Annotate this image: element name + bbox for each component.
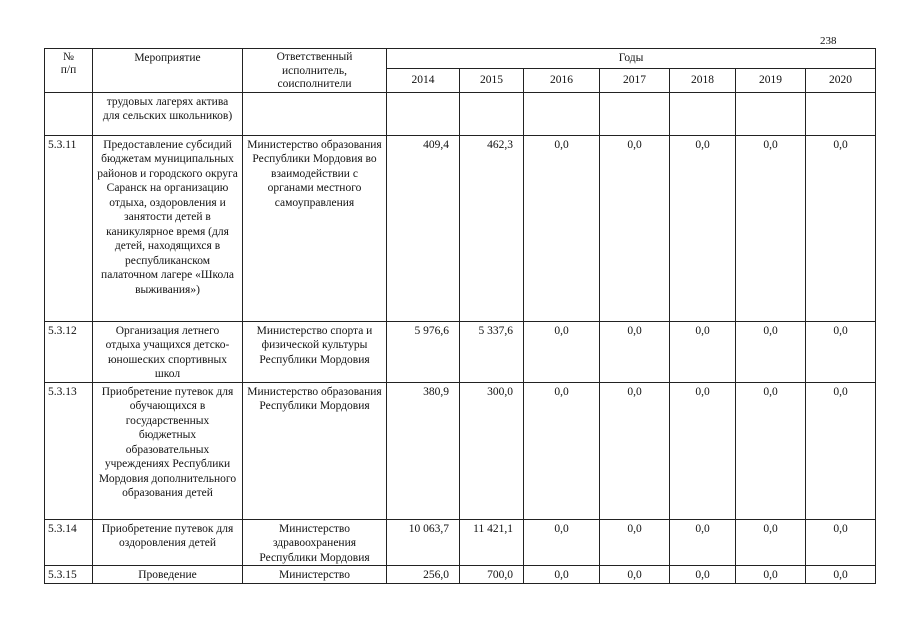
row-value-2015: 462,3 xyxy=(460,135,524,321)
row-value-2018: 0,0 xyxy=(670,135,736,321)
row-number: 5.3.14 xyxy=(45,519,93,566)
row-value-2016: 0,0 xyxy=(524,382,600,519)
row-value-2019: 0,0 xyxy=(736,566,806,584)
row-value-2020: 0,0 xyxy=(806,321,876,382)
row-number: 5.3.12 xyxy=(45,321,93,382)
row-value-2019: 0,0 xyxy=(736,135,806,321)
row-event: Приобретение путевок для обучающихся в государственных бюджетных образовательных учреждениях Республики Мордовия дополнительного образования детей xyxy=(93,382,243,519)
row-executor: Министерство здравоохранения Республики Мордовия xyxy=(243,519,387,566)
header-executor: Ответственный исполнитель, соисполнители xyxy=(243,49,387,93)
year-2020: 2020 xyxy=(806,69,876,92)
row-value-2014: 256,0 xyxy=(387,566,460,584)
year-2015: 2015 xyxy=(460,69,524,92)
row-executor: Министерство спорта и физической культуры Республики Мордовия xyxy=(243,321,387,382)
row-value-2016: 0,0 xyxy=(524,135,600,321)
year-2017: 2017 xyxy=(600,69,670,92)
row-value-2018 xyxy=(670,92,736,135)
row-value-2015: 5 337,6 xyxy=(460,321,524,382)
row-value-2015: 300,0 xyxy=(460,382,524,519)
row-value-2020 xyxy=(806,92,876,135)
row-value-2019 xyxy=(736,92,806,135)
row-value-2017: 0,0 xyxy=(600,321,670,382)
row-value-2017: 0,0 xyxy=(600,519,670,566)
row-event: Проведение xyxy=(93,566,243,584)
header-num: № п/п xyxy=(45,49,93,93)
row-number xyxy=(45,92,93,135)
program-table xyxy=(44,48,876,584)
row-number: 5.3.11 xyxy=(45,135,93,321)
row-value-2014: 380,9 xyxy=(387,382,460,519)
row-value-2019: 0,0 xyxy=(736,321,806,382)
row-value-2015 xyxy=(460,92,524,135)
header-row xyxy=(45,49,876,69)
row-value-2020: 0,0 xyxy=(806,382,876,519)
row-number: 5.3.15 xyxy=(45,566,93,584)
row-value-2017: 0,0 xyxy=(600,135,670,321)
row-value-2014 xyxy=(387,92,460,135)
table-row xyxy=(45,135,876,321)
row-value-2018: 0,0 xyxy=(670,382,736,519)
row-executor xyxy=(243,92,387,135)
row-value-2014: 409,4 xyxy=(387,135,460,321)
row-executor: Министерство образования Республики Мордовия xyxy=(243,382,387,519)
row-executor: Министерство xyxy=(243,566,387,584)
row-event: Организация летнего отдыха учащихся детско-юношеских спортивных школ xyxy=(93,321,243,382)
year-2018: 2018 xyxy=(670,69,736,92)
row-value-2017: 0,0 xyxy=(600,566,670,584)
row-value-2015: 700,0 xyxy=(460,566,524,584)
row-value-2018: 0,0 xyxy=(670,321,736,382)
row-value-2019: 0,0 xyxy=(736,382,806,519)
year-2016: 2016 xyxy=(524,69,600,92)
row-value-2016: 0,0 xyxy=(524,321,600,382)
row-value-2016: 0,0 xyxy=(524,519,600,566)
table-row xyxy=(45,92,876,135)
row-event: Приобретение путевок для оздоровления детей xyxy=(93,519,243,566)
row-executor: Министерство образования Республики Мордовия во взаимодействии с органами местного самоуправления xyxy=(243,135,387,321)
row-value-2017: 0,0 xyxy=(600,382,670,519)
table-row xyxy=(45,382,876,519)
header-years: Годы xyxy=(387,49,876,69)
year-2014: 2014 xyxy=(387,69,460,92)
table-row xyxy=(45,566,876,584)
row-value-2020: 0,0 xyxy=(806,566,876,584)
year-2019: 2019 xyxy=(736,69,806,92)
row-value-2018: 0,0 xyxy=(670,519,736,566)
row-value-2016 xyxy=(524,92,600,135)
row-value-2020: 0,0 xyxy=(806,135,876,321)
header-event: Мероприятие xyxy=(93,49,243,93)
row-number: 5.3.13 xyxy=(45,382,93,519)
row-value-2020: 0,0 xyxy=(806,519,876,566)
row-event: Предоставление субсидий бюджетам муниципальных районов и городского округа Саранск на организацию отдыха, оздоровления и занятости детей в каникулярное время (для детей, находящихся в республиканском палаточном лагере «Школа выживания») xyxy=(93,135,243,321)
row-value-2017 xyxy=(600,92,670,135)
table-row xyxy=(45,519,876,566)
page-number: 238 xyxy=(820,35,837,47)
row-value-2014: 10 063,7 xyxy=(387,519,460,566)
row-event: трудовых лагерях актива для сельских школьников) xyxy=(93,92,243,135)
table-row xyxy=(45,321,876,382)
row-value-2019: 0,0 xyxy=(736,519,806,566)
row-value-2016: 0,0 xyxy=(524,566,600,584)
row-value-2015: 11 421,1 xyxy=(460,519,524,566)
row-value-2018: 0,0 xyxy=(670,566,736,584)
row-value-2014: 5 976,6 xyxy=(387,321,460,382)
